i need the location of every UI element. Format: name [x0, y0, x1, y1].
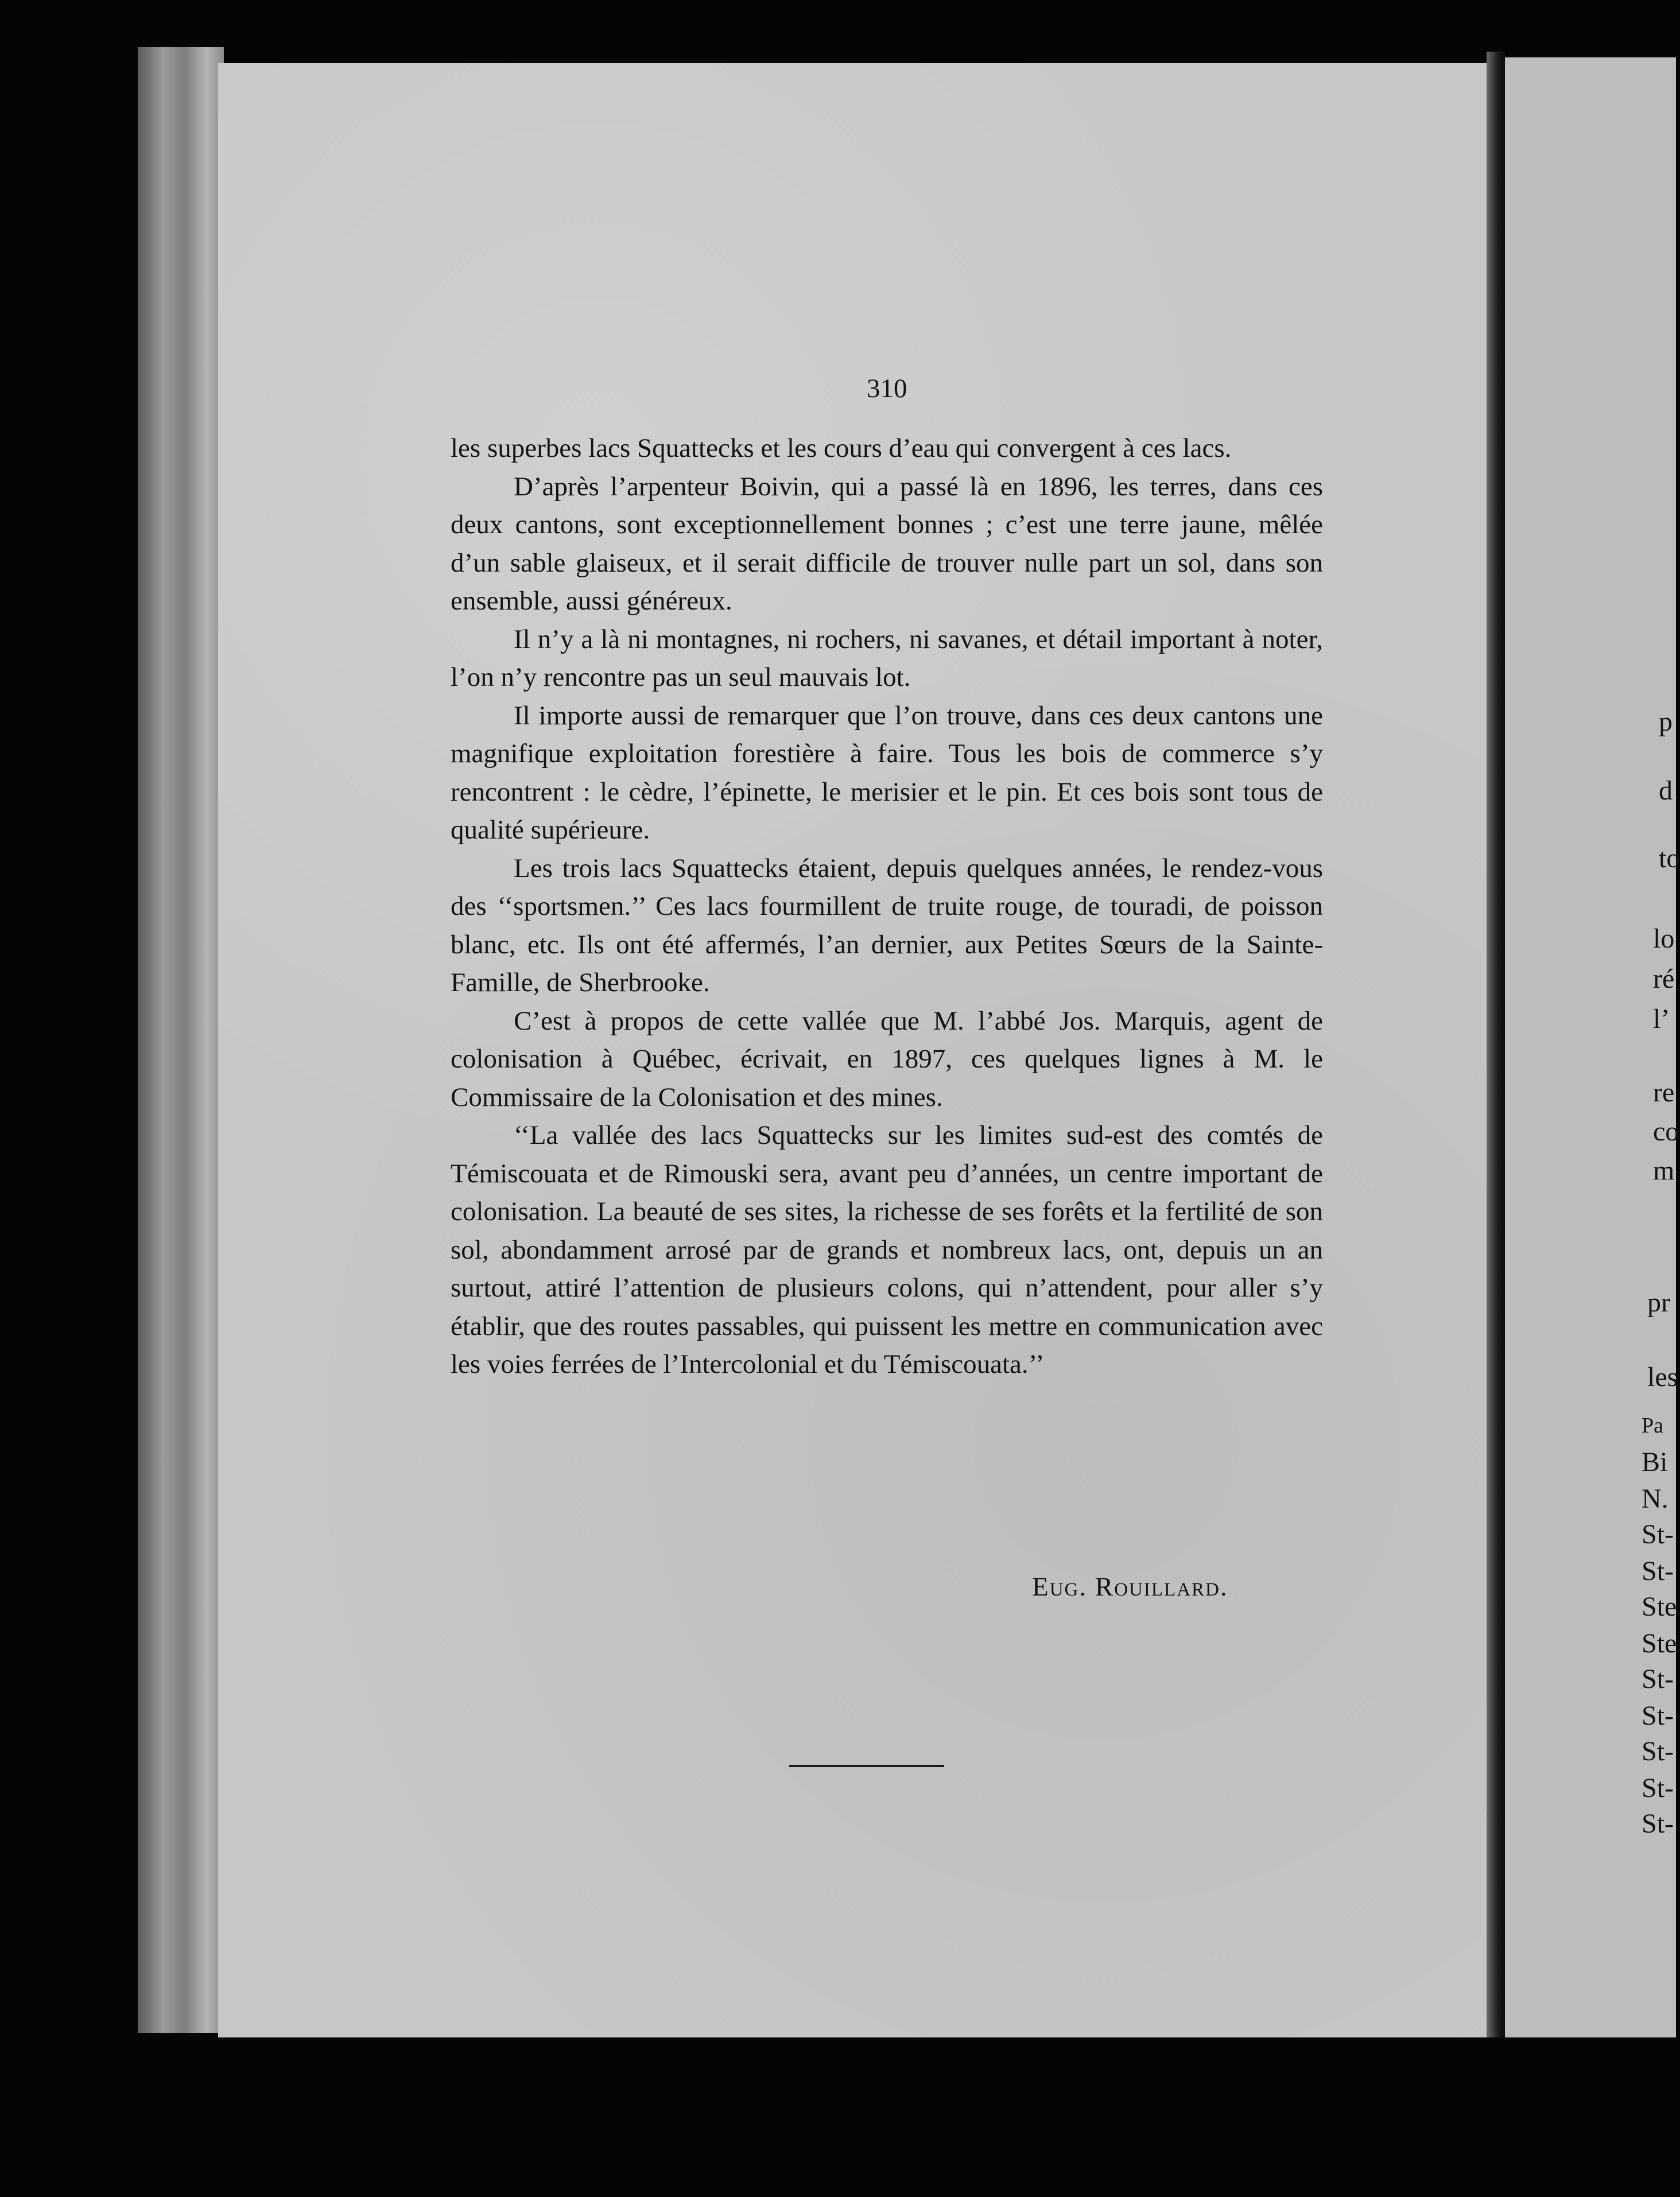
section-divider — [789, 1765, 944, 1767]
paragraph: ‘‘La vallée des lacs Squattecks sur les limites sud-est des comtés de Témiscouata et de Rimouski sera, avant peu d’années, un centre important de colonisation. La beauté de ses sites, la richesse de ses forêts et la fertilité de son sol, abondamment arrosé par de grands et nombreux lacs, ont, depuis un an surtout, attiré l’attention de plusieurs colons, qui n’attendent, pour aller s’y établir, que des routes passables, qui puissent les mettre en communication avec les voies ferrées de l’Intercolonial et du Témiscouata.’’ — [451, 1120, 1323, 1379]
fragment: St- — [1642, 1808, 1674, 1839]
fragment: lo — [1653, 923, 1675, 954]
fragment: St- — [1642, 1556, 1674, 1586]
fragment: re — [1653, 1077, 1675, 1108]
page-number: 310 — [867, 374, 907, 403]
fragment: ré — [1653, 964, 1675, 994]
author-signature: Eug. Rouillard. — [1032, 1572, 1228, 1602]
paragraph: Il n’y a là ni montagnes, ni rochers, ni savanes, et détail important à noter, l’on n’y rencontre pas un seul mauvais lot. — [451, 624, 1323, 692]
fragment: St- — [1642, 1701, 1674, 1731]
fragment: les — [1647, 1362, 1678, 1392]
fragment: l’ — [1653, 1004, 1670, 1034]
fragment: d — [1659, 775, 1673, 806]
fragment: co — [1653, 1116, 1679, 1147]
fragment: Bi — [1642, 1447, 1668, 1477]
paragraph: les superbes lacs Squattecks et les cours d’eau qui convergent à ces lacs. — [451, 433, 1232, 463]
body-text — [451, 429, 1323, 1384]
fragment: St- — [1642, 1773, 1674, 1803]
fragment: pr — [1647, 1287, 1670, 1318]
fragment: Ste — [1642, 1628, 1677, 1659]
fragment: m — [1653, 1155, 1675, 1186]
paragraph: Les trois lacs Squattecks étaient, depuis quelques années, le rendez-vous des ‘‘sportsmen.’’ Ces lacs fourmillent de truite rouge, de touradi, de poisson blanc, etc. Ils ont été affermés, l’an dernier, aux Petites Sœurs de la Sainte-Famille, de Sherbrooke. — [451, 853, 1323, 997]
fragment: St- — [1642, 1664, 1674, 1694]
fragment: Pa — [1642, 1414, 1663, 1438]
fragment: St- — [1642, 1519, 1674, 1550]
paragraph: D’après l’arpenteur Boivin, qui a passé là en 1896, les terres, dans ces deux cantons, sont exceptionnellement bonnes ; c’est une terre jaune, mêlée d’un sable glaiseux, et il serait difficile de trouver nulle part un sol, dans son ensemble, aussi généreux. — [451, 471, 1323, 616]
fragment: Ste — [1642, 1592, 1677, 1622]
fragment: N. — [1642, 1484, 1669, 1514]
paragraph: C’est à propos de cette vallée que M. l’abbé Jos. Marquis, agent de colonisation à Québec, écrivait, en 1897, ces quelques lignes à M. le Commissaire de la Colonisation et des mines. — [451, 1006, 1323, 1112]
paragraph: Il importe aussi de remarquer que l’on trouve, dans ces deux cantons une magnifique exploitation forestière à faire. Tous les bois de commerce s’y rencontrent : le cèdre, l’épinette, le merisier et le pin. Et ces bois sont tous de qualité supérieure. — [451, 700, 1323, 845]
fragment: to — [1659, 843, 1680, 874]
book-gutter — [1487, 52, 1505, 2037]
fragment: St- — [1642, 1736, 1674, 1767]
fragment: p — [1659, 707, 1673, 737]
page-edges — [138, 47, 224, 2033]
